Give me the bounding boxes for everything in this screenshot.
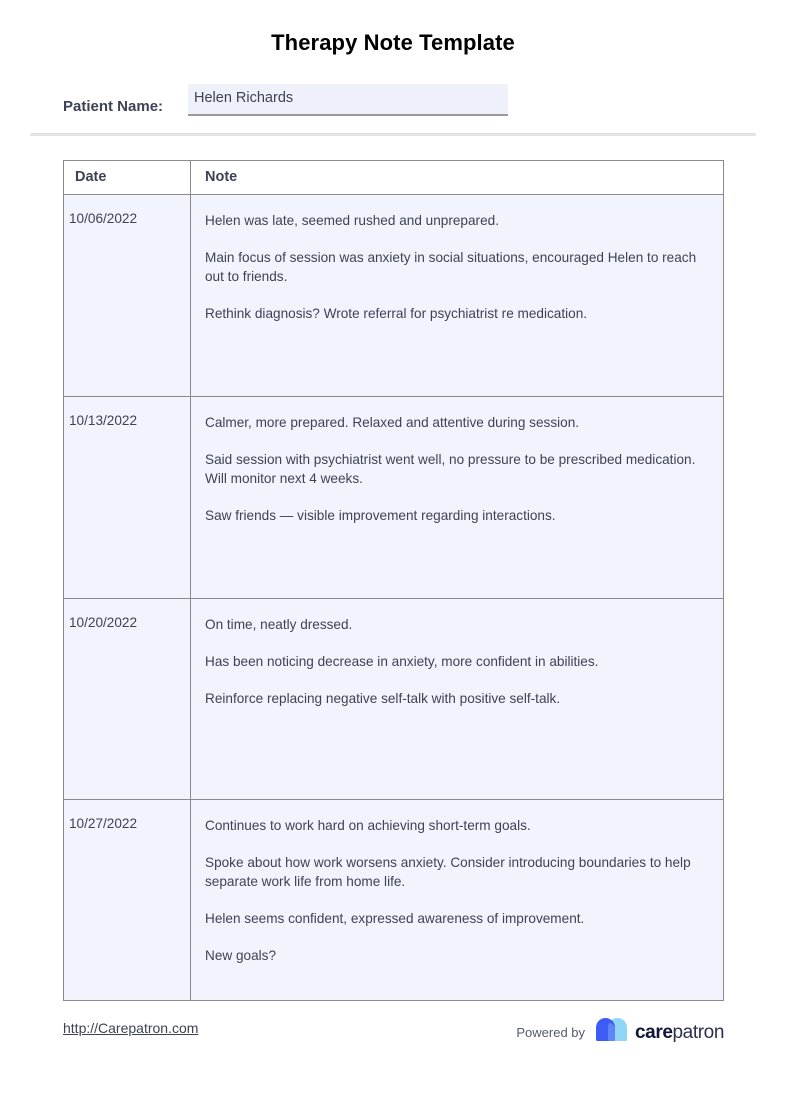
table-header [63, 160, 724, 195]
cell-date[interactable]: 10/20/2022 [63, 599, 191, 800]
table-row [63, 397, 724, 599]
brand-word-care: care [635, 1022, 673, 1043]
note-paragraph: Said session with psychiatrist went well, no pressure to be prescribed medication. Will monitor next 4 weeks. [205, 452, 696, 486]
cell-note[interactable] [191, 195, 724, 397]
header-divider [30, 133, 756, 136]
cell-date[interactable]: 10/06/2022 [63, 195, 191, 397]
table-row [63, 599, 724, 800]
patient-name-label: Patient Name: [63, 98, 164, 115]
note-paragraph: Rethink diagnosis? Wrote referral for psychiatrist re medication. [205, 306, 588, 321]
table-body [63, 195, 724, 1001]
therapy-notes-table [63, 160, 724, 1001]
note-paragraph: Has been noticing decrease in anxiety, more confident in abilities. [205, 654, 599, 669]
carepatron-wordmark [635, 1023, 724, 1042]
cell-note[interactable] [191, 397, 724, 599]
cell-date[interactable]: 10/27/2022 [63, 800, 191, 1001]
cell-note[interactable] [191, 800, 724, 1001]
carepatron-logo-icon [595, 1018, 628, 1047]
column-header-date: Date [63, 160, 191, 195]
note-paragraph: Helen was late, seemed rushed and unprepared. [205, 213, 499, 228]
page-footer [63, 1018, 724, 1048]
table-header-row [63, 160, 724, 195]
page-title: Therapy Note Template [271, 30, 515, 55]
note-paragraph: Helen seems confident, expressed awareness of improvement. [205, 911, 585, 926]
note-paragraph: Saw friends — visible improvement regarding interactions. [205, 508, 556, 523]
powered-by-label: Powered by [516, 1025, 586, 1040]
note-paragraph: Reinforce replacing negative self-talk with positive self-talk. [205, 691, 561, 706]
carepatron-website-link[interactable]: http://Carepatron.com [63, 1020, 199, 1036]
brand-word-patron: patron [672, 1022, 724, 1043]
cell-date[interactable]: 10/13/2022 [63, 397, 191, 599]
note-paragraph: New goals? [205, 948, 277, 963]
note-paragraph: Calmer, more prepared. Relaxed and attentive during session. [205, 415, 580, 430]
table-row [63, 800, 724, 1001]
carepatron-brand [595, 1018, 724, 1047]
note-paragraph: Spoke about how work worsens anxiety. Consider introducing boundaries to help separate work life from home life. [205, 855, 691, 889]
column-header-note: Note [191, 160, 724, 195]
note-paragraph: Main focus of session was anxiety in social situations, encouraged Helen to reach out to friends. [205, 250, 697, 284]
table-row [63, 195, 724, 397]
patient-name-input[interactable] [188, 84, 508, 116]
powered-by-group [516, 1018, 724, 1047]
note-paragraph: Continues to work hard on achieving short-term goals. [205, 818, 531, 833]
cell-note[interactable] [191, 599, 724, 800]
note-paragraph: On time, neatly dressed. [205, 617, 353, 632]
patient-name-row [63, 84, 723, 118]
